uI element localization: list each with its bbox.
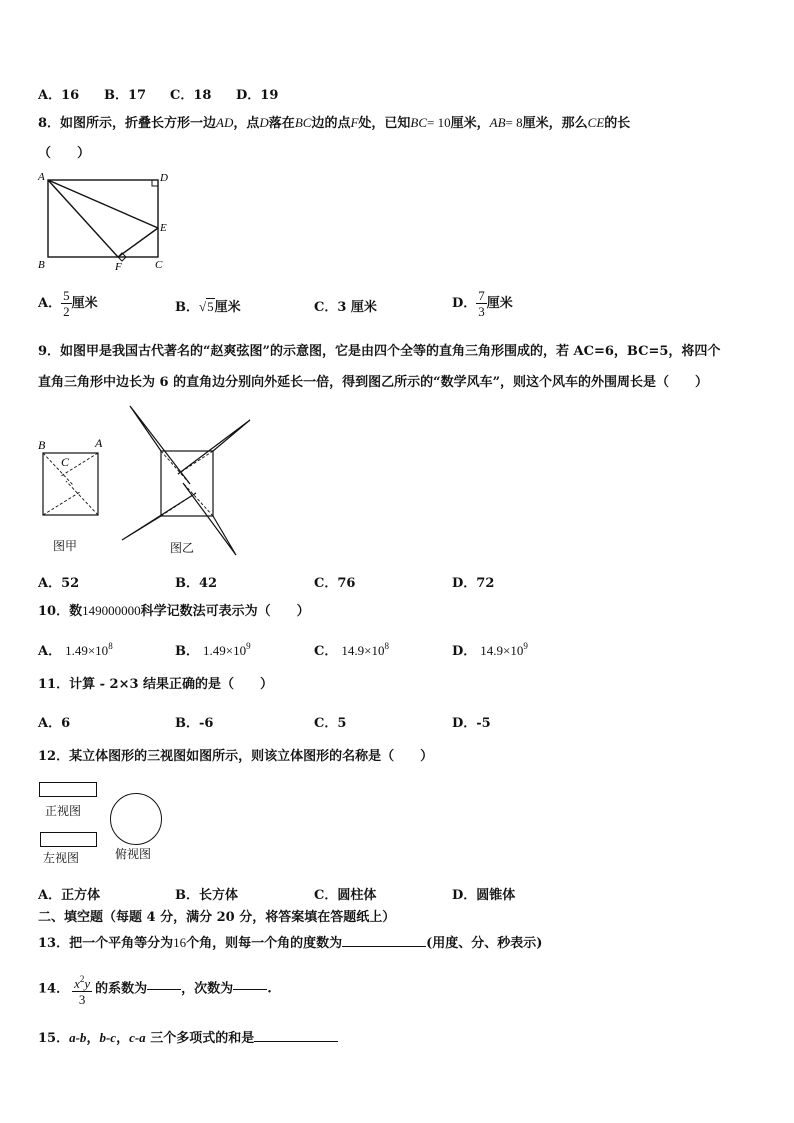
q13-question: 13．把一个平角等分为16个角，则每一个角的度数为 (用度、分、秒表示) <box>38 935 543 951</box>
q8-label-d: D <box>160 172 168 184</box>
q10-option-c: C． $14.9\times 10^8$ <box>314 641 389 659</box>
q12-option-d: D．圆锥体 <box>452 888 516 903</box>
q7-option-b: B．17 <box>104 88 147 103</box>
q11-option-a: A．6 <box>38 716 71 731</box>
q8-label-c: C <box>155 259 163 271</box>
q8-option-b: B．√5厘米 <box>175 299 241 315</box>
q8-option-c: C．3 厘米 <box>314 300 377 315</box>
q11-question: 11．计算 - 2×3 结果正确的是（ ） <box>38 677 274 692</box>
q12-question: 12．某立体图形的三视图如图所示，则该立体图形的名称是（ ） <box>38 749 434 764</box>
zhao-shuang-diagram <box>34 432 114 520</box>
top-view-circle <box>110 793 162 845</box>
math-windmill-diagram <box>120 400 260 560</box>
left-view-shape <box>40 832 97 847</box>
q7-option-a: A．16 <box>38 88 80 103</box>
q11-option-c: C．5 <box>314 716 347 731</box>
q9-question-line1: 9．如图甲是我国古代著名的“赵爽弦图”的示意图，它是由四个全等的直角三角形围成的，若 AC=6，BC=5，将四个 <box>38 344 721 359</box>
front-view-shape <box>39 782 97 797</box>
q8-label-e: E <box>160 222 167 234</box>
fig-jia-label-a: A <box>95 436 103 450</box>
q15-answer-blank <box>254 1041 338 1042</box>
q15-question: 15．a-b，b-c，c-a 三个多项式的和是 <box>38 1029 338 1048</box>
caption-left-view: 左视图 <box>43 851 80 865</box>
q9-question-line2: 直角三角形中边长为 6 的直角边分别向外延长一倍，得到图乙所示的“数学风车”，则这个风车的外围周长是（ ） <box>38 375 709 390</box>
q12-option-a: A．正方体 <box>38 888 101 903</box>
q10-option-b: B． $1.49\times 10^9$ <box>175 641 251 659</box>
q9-option-b: B．42 <box>175 576 218 591</box>
q11-option-b: B．-6 <box>175 716 214 731</box>
q8-label-f: F <box>115 261 122 272</box>
q12-option-c: C．圆柱体 <box>314 888 377 903</box>
q14-coefficient-blank <box>147 989 181 990</box>
q11-option-d: D．-5 <box>452 716 491 731</box>
caption-front-view: 正视图 <box>45 804 82 818</box>
caption-top-view: 俯视图 <box>115 847 152 861</box>
q9-option-d: D．72 <box>452 576 495 591</box>
fig-jia-label-b: B <box>38 438 46 452</box>
caption-fig-yi: 图乙 <box>170 541 195 555</box>
q12-option-b: B．长方体 <box>175 888 238 903</box>
q10-option-d: D． $14.9\times 10^9$ <box>452 641 528 659</box>
q8-question: 8．如图所示，折叠长方形一边AD，点D落在BC边的点F处，已知BC= 10厘米，AB= 8厘米，那么CE的长 <box>38 115 631 131</box>
q7-option-c: C．18 <box>170 88 212 103</box>
q14-question: 14． $\frac{x^2y}{3}$ 的系数为 ，次数为 . <box>38 974 272 1007</box>
q8-rectangle-figure <box>34 168 174 272</box>
q10-option-a: A． $1.49\times 10^8$ <box>38 641 113 659</box>
q9-option-a: A．52 <box>38 576 80 591</box>
section-heading: 二、填空题（每题 4 分，满分 20 分，将答案填在答题纸上） <box>38 910 396 925</box>
caption-fig-jia: 图甲 <box>53 539 78 553</box>
q13-answer-blank <box>342 946 426 947</box>
q8-option-d: D． $\frac{7}{3}$ 厘米 <box>452 288 513 319</box>
q8-option-a: A． $\frac{5}{2}$ 厘米 <box>38 288 98 319</box>
q8-label-b: B <box>38 259 45 271</box>
q8-answer-bracket: （ ） <box>38 146 91 161</box>
fig-jia-label-c: C <box>61 455 70 469</box>
q14-degree-blank <box>233 989 267 990</box>
q8-label-a: A <box>38 171 45 183</box>
q10-question: 10．数149000000科学记数法可表示为（ ） <box>38 603 310 619</box>
q9-option-c: C．76 <box>314 576 356 591</box>
q7-option-d: D．19 <box>236 88 279 103</box>
